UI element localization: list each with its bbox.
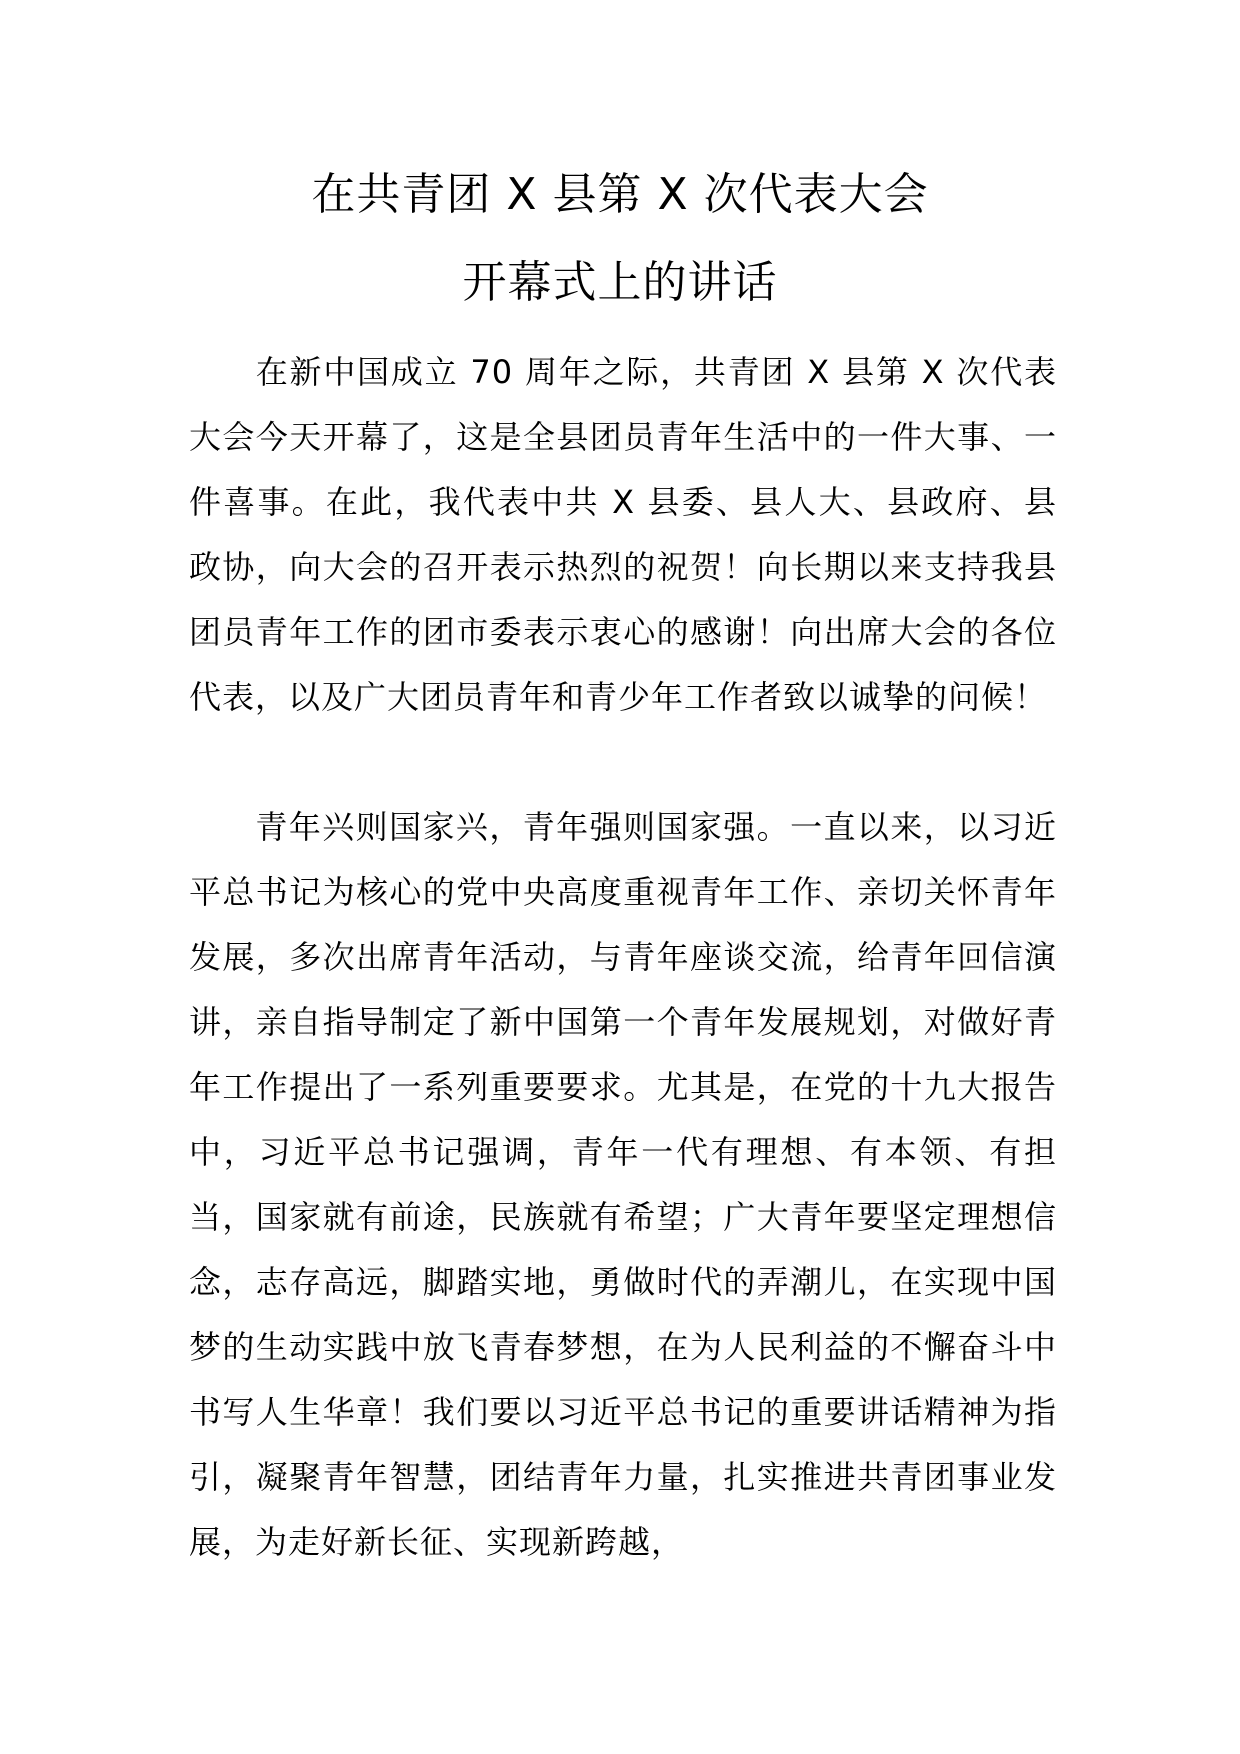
speech-paragraph-1: [189, 340, 1057, 730]
paragraph-1-text: 在新中国成立 70 周年之际，共青团 X 县第 X 次代表大会今天开幕了，这是全县团员青年生活中的一件大事、一件喜事。在此，我代表中共 X 县委、县人大、县政府、县政协，向大会的召开表示热烈的祝贺！向长期以来支持我县团员青年工作的团市委表示衷心的感谢！向出席大会的各位代表，以及广大团员青年和青少年工作者致以诚挚的问候！: [189, 353, 1057, 716]
speech-title-line-2: 开幕式上的讲话: [462, 257, 778, 308]
paragraph-2-text: 青年兴则国家兴，青年强则国家强。一直以来，以习近平总书记为核心的党中央高度重视青年工作、亲切关怀青年发展，多次出席青年活动，与青年座谈交流，给青年回信演讲，亲自指导制定了新中国第一个青年发展规划，对做好青年工作提出了一系列重要要求。尤其是，在党的十九大报告中，习近平总书记强调，青年一代有理想、有本领、有担当，国家就有前途，民族就有希望；广大青年要坚定理想信念，志存高远，脚踏实地，勇做时代的弄潮儿，在实现中国梦的生动实践中放飞青春梦想，在为人民利益的不懈奋斗中书写人生华章！我们要以习近平总书记的重要讲话精神为指引，凝聚青年智慧，团结青年力量，扎实推进共青团事业发展，为走好新长征、实现新跨越，: [189, 808, 1057, 1561]
speech-paragraph-2: [189, 795, 1057, 1575]
speech-title-line-1: 在共青团 X 县第 X 次代表大会: [311, 169, 929, 220]
